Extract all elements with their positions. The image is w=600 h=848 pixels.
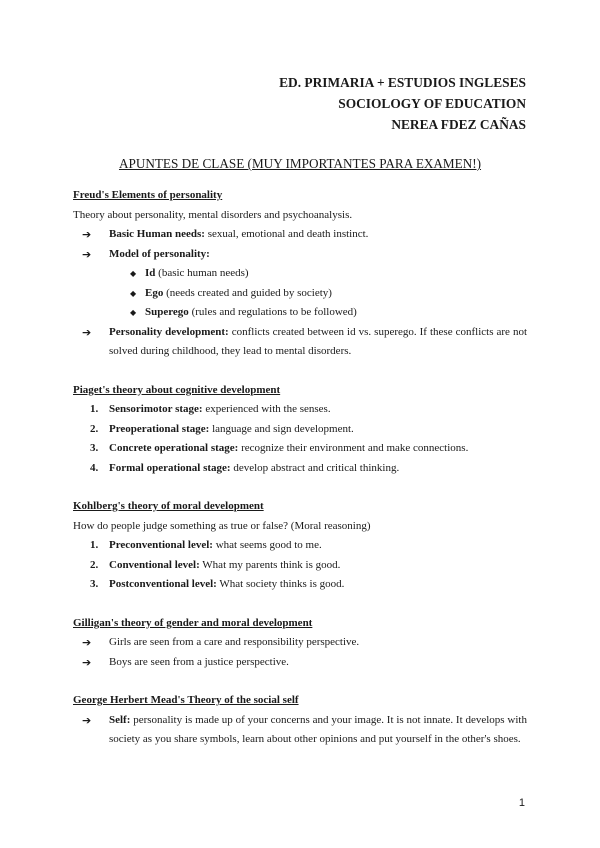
section-heading: Gilligan's theory of gender and moral development (73, 616, 313, 629)
item-text: experienced with the senses. (202, 403, 331, 415)
diamond-bullet-icon: ◆ (130, 308, 137, 317)
list-item (73, 536, 527, 556)
arrow-list (73, 711, 527, 750)
sub-list-item (73, 264, 527, 284)
item-text: What my parents think is good. (199, 558, 341, 571)
item-number: 3. (90, 442, 99, 454)
section-mead (73, 691, 527, 750)
item-text: recognize their environment and make connections. (238, 442, 469, 454)
section-heading: Freud's Elements of personality (73, 189, 223, 201)
arrow-icon: ➔ (82, 713, 92, 727)
diamond-bullet-icon: ◆ (130, 288, 137, 298)
diamond-bullet-icon: ◆ (130, 269, 137, 278)
item-text: language and sign development. (209, 422, 354, 435)
arrow-icon: ➔ (82, 247, 92, 261)
item-term: Conventional level: (109, 558, 200, 571)
item-number: 4. (90, 461, 99, 474)
item-text: develop abstract and critical thinking. (230, 461, 400, 474)
item-term: Superego (145, 306, 189, 318)
list-item (73, 633, 527, 653)
item-term: Ego (145, 286, 164, 299)
list-item (73, 575, 527, 595)
list-item (73, 225, 527, 245)
list-item (73, 420, 527, 440)
document-body (73, 186, 527, 769)
item-text: What society thinks is good. (216, 578, 345, 590)
page-number: 1 (518, 797, 525, 809)
sub-list-item (73, 284, 527, 304)
arrow-list (73, 633, 527, 672)
section-gilligan (73, 614, 527, 673)
arrow-list (73, 225, 527, 362)
item-term: Postconventional level: (109, 578, 217, 590)
item-term: Model of personality: (109, 247, 210, 260)
list-item (73, 439, 527, 459)
header-degree: ED. PRIMARIA + ESTUDIOS INGLESES (279, 75, 526, 90)
item-text: what seems good to me. (212, 539, 322, 551)
item-number: 2. (90, 558, 99, 571)
item-term: Sensorimotor stage: (109, 403, 203, 415)
section-freud (73, 186, 527, 362)
item-number: 2. (90, 422, 99, 435)
item-text: Girls are seen from a care and responsibility perspective. (109, 636, 360, 648)
list-item (73, 400, 527, 420)
document-title: APUNTES DE CLASE (MUY IMPORTANTES PARA EXAMEN!) (118, 156, 482, 171)
list-item (73, 556, 527, 576)
item-term: Formal operational stage: (109, 461, 231, 474)
item-number: 1. (90, 539, 99, 551)
item-term: Preoperational stage: (109, 422, 210, 435)
item-text: conflicts created between id vs. superego. If these conflicts are not solved during childhood, they lead to mental disorders. (109, 325, 527, 357)
item-text: (needs created and guided by society) (163, 286, 332, 299)
header-author: NEREA FDEZ CAÑAS (391, 117, 526, 132)
item-term: Id (145, 267, 156, 279)
header-course: SOCIOLOGY OF EDUCATION (338, 96, 526, 111)
item-term: Self: (109, 713, 131, 726)
item-text: (basic human needs) (155, 267, 249, 279)
diamond-list (73, 264, 527, 323)
numbered-list (73, 400, 527, 478)
item-text: (rules and regulations to be followed) (188, 306, 357, 318)
list-item (73, 245, 527, 323)
document-header (279, 72, 526, 135)
item-term: Concrete operational stage: (109, 442, 239, 454)
list-item (73, 323, 527, 362)
arrow-icon: ➔ (82, 325, 92, 339)
section-heading: George Herbert Mead's Theory of the social self (73, 694, 299, 706)
section-kohlberg (73, 497, 527, 595)
arrow-icon: ➔ (82, 228, 92, 241)
numbered-list (73, 536, 527, 595)
section-intro: How do people judge something as true or false? (Moral reasoning) (73, 519, 371, 532)
item-text: personality is made up of your concerns and your image. It is not innate. It develops with society as you share symbols, learn about other opinions and put yourself in the other's shoes. (109, 713, 527, 745)
list-item (73, 653, 527, 673)
item-term: Personality development: (109, 325, 229, 338)
arrow-icon: ➔ (82, 655, 92, 669)
arrow-icon: ➔ (82, 636, 92, 649)
item-number: 1. (90, 403, 99, 415)
section-heading: Kohlberg's theory of moral development (73, 500, 264, 512)
item-term: Preconventional level: (109, 539, 213, 551)
item-number: 3. (90, 578, 99, 590)
sub-list-item (73, 303, 527, 323)
item-text: sexual, emotional and death instinct. (204, 228, 369, 240)
section-intro: Theory about personality, mental disorders and psychoanalysis. (73, 208, 353, 221)
item-term: Basic Human needs: (109, 228, 205, 240)
section-heading: Piaget's theory about cognitive development (73, 383, 281, 396)
section-piaget (73, 381, 527, 479)
item-text: Boys are seen from a justice perspective. (109, 655, 289, 668)
list-item (73, 459, 527, 479)
list-item (73, 711, 527, 750)
